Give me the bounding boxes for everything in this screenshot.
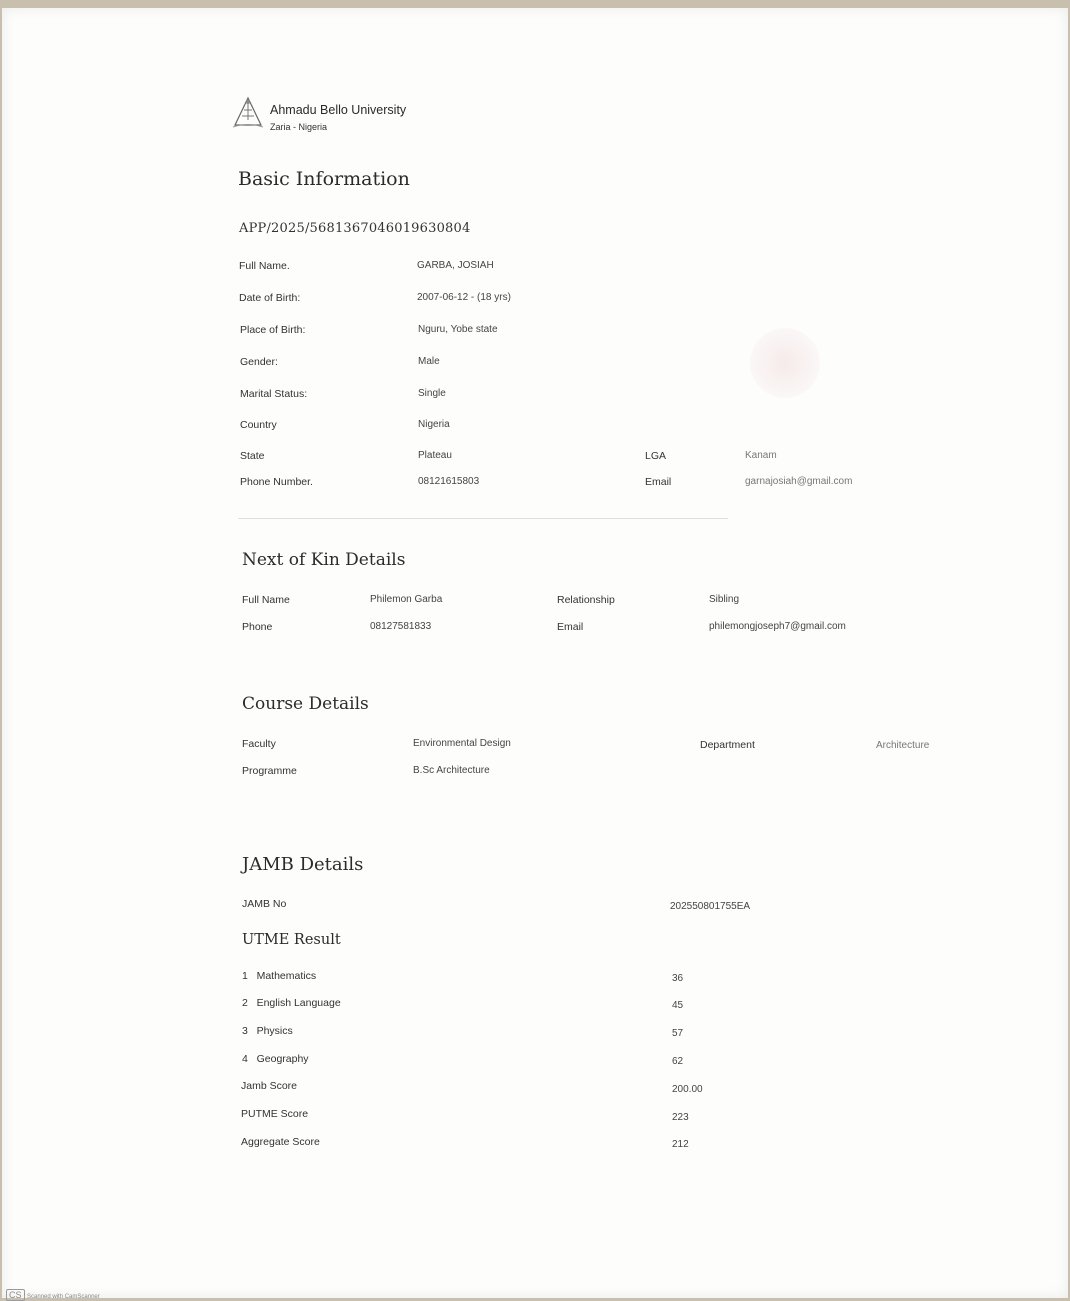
scanner-watermark xyxy=(6,1289,100,1301)
subject-score: 62 xyxy=(672,1056,684,1067)
utme-heading: UTME Result xyxy=(242,932,341,948)
programme-value: B.Sc Architecture xyxy=(413,765,490,776)
faculty-value: Environmental Design xyxy=(413,738,511,749)
dob-label: Date of Birth: xyxy=(239,292,301,304)
subject-score: 36 xyxy=(672,973,684,984)
marital-status-label: Marital Status: xyxy=(240,388,308,400)
department-value: Architecture xyxy=(876,740,930,751)
subject-label: 2 English Language xyxy=(242,997,341,1009)
kin-relationship-value: Sibling xyxy=(709,594,740,605)
subject-label: 1 Mathematics xyxy=(242,970,317,982)
country-value: Nigeria xyxy=(418,419,450,430)
pob-label: Place of Birth: xyxy=(240,324,306,336)
state-value: Plateau xyxy=(418,450,452,461)
subject-score: 57 xyxy=(672,1028,684,1039)
email-value: garnajosiah@gmail.com xyxy=(745,476,853,487)
kin-heading: Next of Kin Details xyxy=(242,550,406,570)
document-page xyxy=(2,8,1068,1298)
aggregate-score-value: 212 xyxy=(672,1139,689,1150)
email-label: Email xyxy=(645,476,672,488)
full-name-label: Full Name. xyxy=(239,260,290,272)
kin-email-label: Email xyxy=(557,621,584,633)
kin-email-value: philemongjoseph7@gmail.com xyxy=(709,621,846,632)
dob-value: 2007-06-12 - (18 yrs) xyxy=(417,292,511,303)
department-label: Department xyxy=(700,739,755,751)
putme-score-label: PUTME Score xyxy=(241,1108,309,1120)
phone-label: Phone Number. xyxy=(240,476,313,488)
scanner-text: Scanned with CamScanner xyxy=(27,1294,100,1300)
university-location: Zaria - Nigeria xyxy=(270,122,328,132)
jamb-score-label: Jamb Score xyxy=(241,1080,298,1092)
university-crest-icon xyxy=(230,94,266,130)
phone-value: 08121615803 xyxy=(418,476,480,487)
scanner-badge: CS xyxy=(6,1289,25,1301)
jamb-heading: JAMB Details xyxy=(242,854,364,875)
university-name: Ahmadu Bello University xyxy=(270,103,407,117)
gender-label: Gender: xyxy=(240,356,278,368)
pob-value: Nguru, Yobe state xyxy=(418,324,498,335)
paper-stain xyxy=(750,328,820,398)
kin-name-label: Full Name xyxy=(242,594,290,606)
country-label: Country xyxy=(240,419,277,431)
putme-score-value: 223 xyxy=(672,1112,689,1123)
kin-phone-value: 08127581833 xyxy=(370,621,432,632)
course-heading: Course Details xyxy=(242,694,369,714)
subject-label: 4 Geography xyxy=(242,1053,309,1065)
kin-relationship-label: Relationship xyxy=(557,594,615,606)
subject-label: 3 Physics xyxy=(242,1025,293,1037)
jamb-no-label: JAMB No xyxy=(242,898,287,910)
full-name-value: GARBA, JOSIAH xyxy=(417,260,494,271)
basic-info-heading: Basic Information xyxy=(238,168,410,190)
programme-label: Programme xyxy=(242,765,297,777)
kin-phone-label: Phone xyxy=(242,621,273,633)
application-number: APP/2025/5681367046019630804 xyxy=(239,221,471,236)
jamb-score-value: 200.00 xyxy=(672,1084,703,1095)
kin-name-value: Philemon Garba xyxy=(370,594,443,605)
subject-score: 45 xyxy=(672,1000,684,1011)
lga-value: Kanam xyxy=(745,450,777,461)
marital-status-value: Single xyxy=(418,388,446,399)
section-divider xyxy=(238,518,728,519)
jamb-no-value: 202550801755EA xyxy=(670,901,751,912)
gender-value: Male xyxy=(418,356,440,367)
faculty-label: Faculty xyxy=(242,738,276,750)
aggregate-score-label: Aggregate Score xyxy=(241,1136,320,1148)
state-label: State xyxy=(240,450,265,462)
lga-label: LGA xyxy=(645,450,667,462)
